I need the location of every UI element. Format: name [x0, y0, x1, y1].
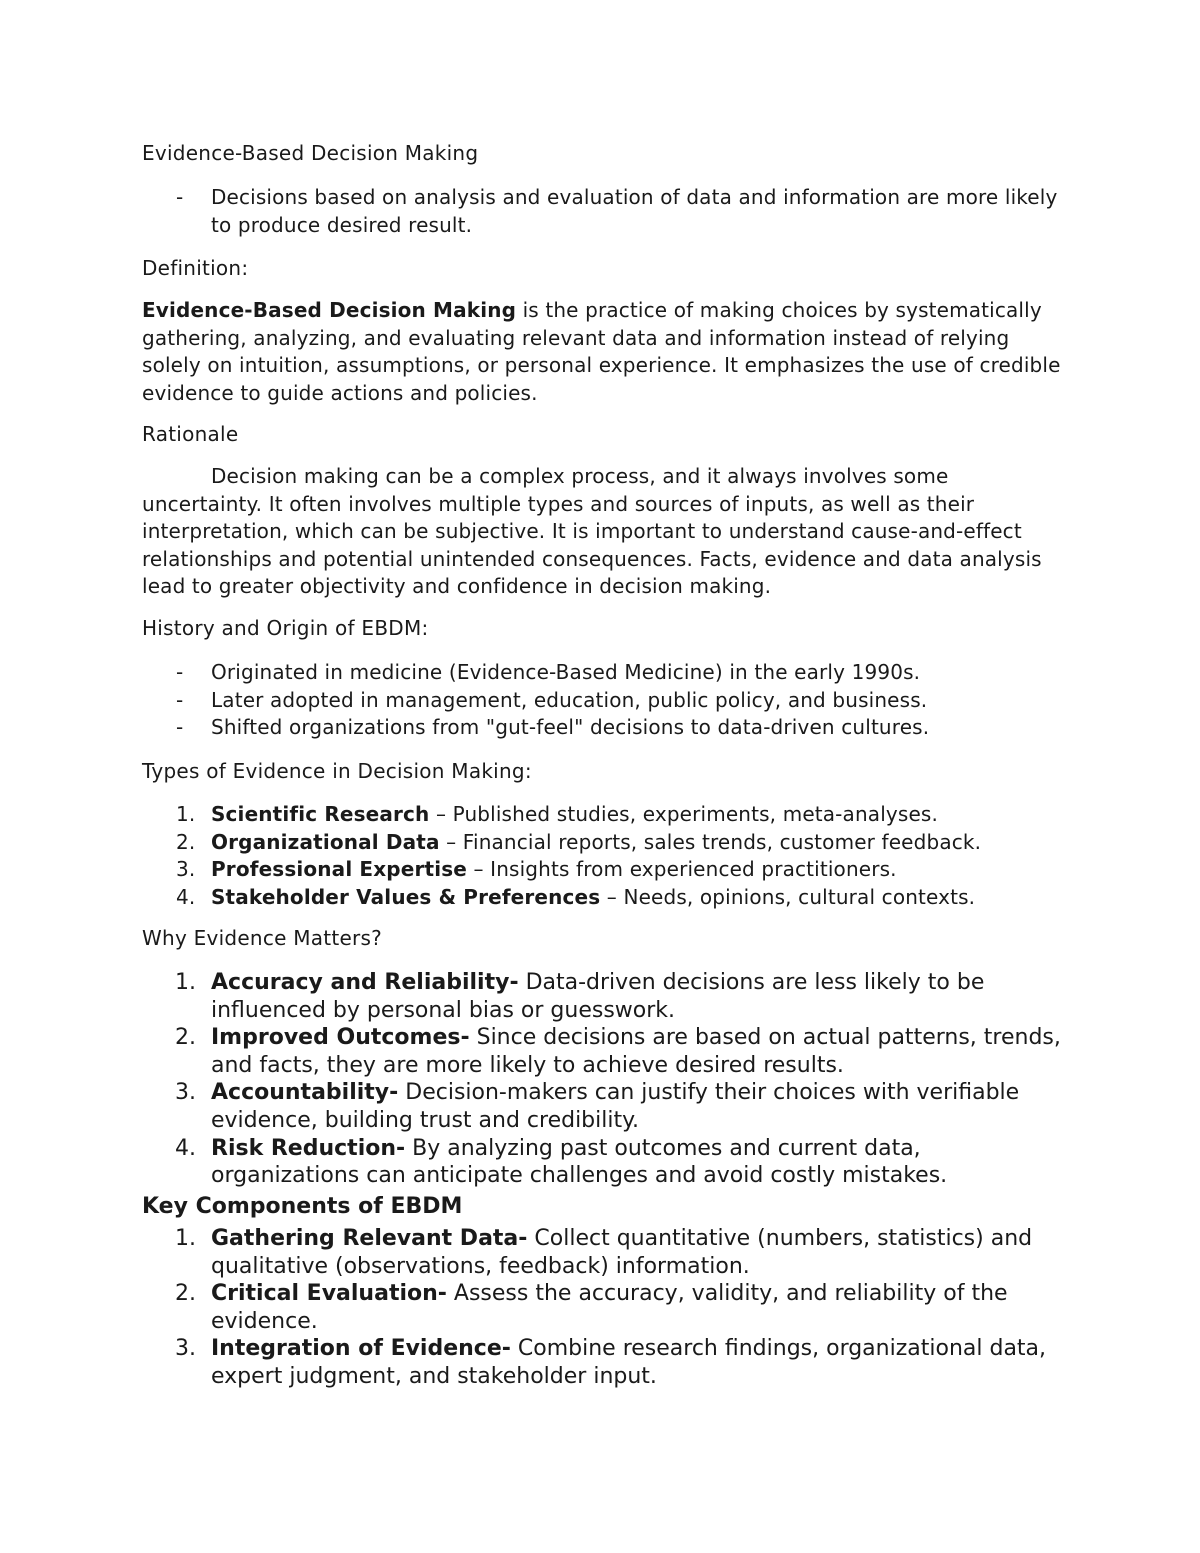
list-item-text: Decisions based on analysis and evaluation of data and information are more likely to produce desired result. [211, 185, 1058, 237]
list-item [142, 1079, 1072, 1134]
list-item-term: Stakeholder Values & Preferences [211, 884, 601, 909]
dash-marker: - [176, 185, 184, 209]
list-item-text: By analyzing past outcomes and current data, organizations can anticipate challenges and avoid costly mistakes. [211, 1135, 948, 1189]
types-numbered-list [142, 801, 1072, 911]
list-item-term: Critical Evaluation- [211, 1281, 447, 1307]
list-number: 4. [175, 1135, 196, 1161]
list-number: 4. [176, 884, 196, 909]
components-heading: Key Components of EBDM [142, 1194, 463, 1219]
definition-heading: Definition: [142, 256, 249, 280]
list-item-term: Scientific Research [211, 802, 430, 826]
rationale-text: Decision making can be a complex process, and it always involves some uncertainty. It often involves multiple types and sources of inputs, as well as their interpretation, which can be subjective. It is important to understand cause-and-effect relationships and potential unintended consequences. Facts, evidence and data analysis lead to greater objectivity and confidence in decision making. [142, 464, 1042, 598]
list-item-text: Collect quantitative (numbers, statistics) and qualitative (observations, feedback) information. [211, 1226, 1033, 1279]
list-item [142, 969, 1072, 1024]
history-heading: History and Origin of EBDM: [142, 616, 429, 640]
list-number: 2. [175, 1025, 196, 1051]
list-item-term: Integration of Evidence- [211, 1336, 511, 1362]
list-number: 3. [175, 1080, 196, 1106]
list-item-term: Accuracy and Reliability- [211, 970, 519, 995]
list-item-text: Combine research findings, organizational data, expert judgment, and stakeholder input. [211, 1336, 1047, 1389]
list-item [142, 829, 1072, 857]
list-item-text: Later adopted in management, education, public policy, and business. [211, 687, 928, 712]
list-item [142, 687, 1072, 715]
list-item [142, 1225, 1072, 1280]
list-item-text: Since decisions are based on actual patterns, trends, and facts, they are more likely to achieve desired results. [211, 1025, 1061, 1078]
list-item-term: Accountability- [211, 1080, 399, 1106]
rationale-paragraph [142, 463, 1062, 601]
why-numbered-list [142, 969, 1072, 1190]
list-number: 2. [175, 1281, 196, 1307]
why-heading: Why Evidence Matters? [142, 926, 383, 950]
list-number: 1. [175, 970, 196, 995]
list-item [142, 1335, 1072, 1390]
list-number: 3. [175, 1336, 196, 1362]
list-item [142, 1135, 1072, 1190]
list-number: 1. [176, 802, 196, 826]
document-title: Evidence-Based Decision Making [142, 141, 479, 165]
list-item-term: Professional Expertise [211, 857, 467, 881]
definition-text: is the practice of making choices by systematically gathering, analyzing, and evaluating relevant data and information instead of relying solely on intuition, assumptions, or personal experience. It emphasizes the use of credible evidence to guide actions and policies. [142, 298, 1061, 405]
list-item-term: Risk Reduction- [211, 1135, 406, 1161]
rationale-heading: Rationale [142, 422, 239, 446]
list-item-text: Originated in medicine (Evidence-Based Medicine) in the early 1990s. [211, 660, 921, 684]
list-item-text: Assess the accuracy, validity, and reliability of the evidence. [211, 1281, 1008, 1334]
list-number: 2. [176, 829, 196, 854]
intro-bullet-list [142, 184, 1072, 239]
types-heading: Types of Evidence in Decision Making: [142, 759, 532, 783]
dash-marker: - [176, 660, 184, 684]
list-item-text: – Needs, opinions, cultural contexts. [600, 884, 976, 909]
list-item [142, 1280, 1072, 1335]
list-item [142, 184, 1072, 239]
components-numbered-list [142, 1225, 1072, 1391]
list-item-text: – Published studies, experiments, meta-analyses. [429, 802, 938, 826]
history-bullet-list [142, 659, 1072, 742]
list-item-text: – Insights from experienced practitioners. [466, 857, 897, 881]
list-item [142, 801, 1072, 829]
list-number: 3. [176, 857, 196, 881]
definition-term: Evidence-Based Decision Making [142, 298, 517, 322]
dash-marker: - [176, 715, 184, 739]
list-item-term: Gathering Relevant Data- [211, 1226, 528, 1251]
list-item-text: – Financial reports, sales trends, customer feedback. [439, 829, 982, 854]
list-item [142, 714, 1072, 742]
list-item [142, 884, 1072, 912]
list-item [142, 1024, 1072, 1079]
dash-marker: - [176, 687, 184, 712]
list-item-term: Improved Outcomes- [211, 1025, 470, 1051]
list-item-text: Decision-makers can justify their choices with verifiable evidence, building trust and credibility. [211, 1080, 1020, 1133]
list-item [142, 659, 1072, 687]
list-number: 1. [175, 1226, 196, 1251]
list-item-text: Data-driven decisions are less likely to be influenced by personal bias or guesswork. [211, 970, 985, 1023]
list-item [142, 856, 1072, 884]
list-item-text: Shifted organizations from "gut-feel" decisions to data-driven cultures. [211, 715, 930, 739]
definition-paragraph [142, 297, 1062, 407]
list-item-term: Organizational Data [211, 829, 440, 854]
